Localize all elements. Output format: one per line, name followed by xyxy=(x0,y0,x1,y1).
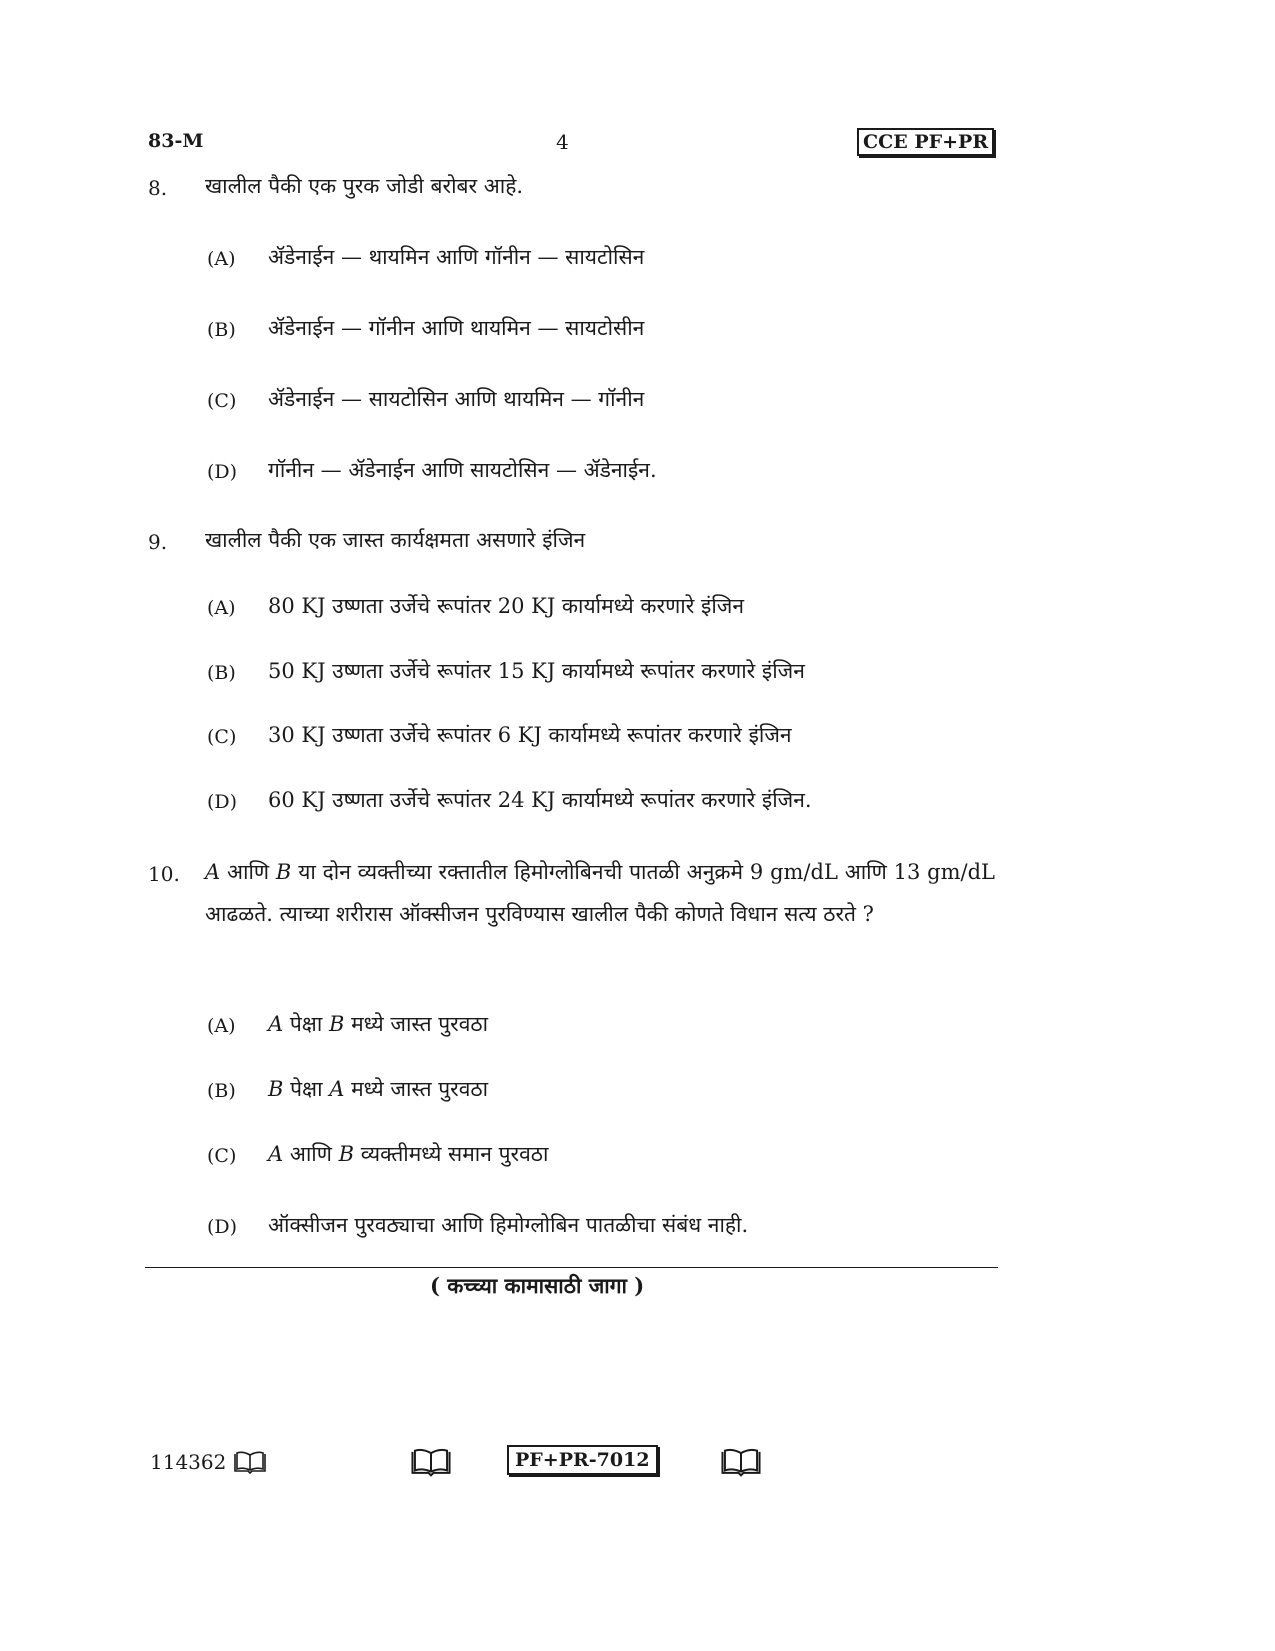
q10-option-a-var2: B xyxy=(328,1012,345,1036)
q10-option-d-text: ऑक्सीजन पुरवठ्याचा आणि हिमोग्लोबिन पातळीचा संबंध नाही. xyxy=(268,1213,749,1237)
q9-option-d-label: (D) xyxy=(207,791,238,813)
q10-option-c-label: (C) xyxy=(207,1145,237,1167)
question-10-number: 10. xyxy=(148,862,180,886)
q8-option-a-text: ॲडेनाईन — थायमिन आणि गॉनीन — सायटोसिन xyxy=(268,245,645,269)
q10-option-b-label: (B) xyxy=(207,1080,236,1102)
rough-work-label: ( कच्च्या कामासाठी जागा ) xyxy=(430,1273,645,1298)
section-divider xyxy=(145,1267,998,1268)
q8-option-b-text: ॲडेनाईन — गॉनीन आणि थायमिन — सायटोसीन xyxy=(268,316,645,340)
q10-option-b-var2: A xyxy=(329,1077,345,1101)
paper-code-badge: CCE PF+PR xyxy=(857,128,994,156)
question-10-text xyxy=(205,851,995,935)
q9-option-c-text: 30 KJ उष्णता उर्जेचे रूपांतर 6 KJ कार्यामध्ये रूपांतर करणारे इंजिन xyxy=(268,723,792,747)
q10-option-c-var1: A xyxy=(268,1142,284,1166)
question-9-number: 9. xyxy=(148,530,168,554)
q10-option-b-end: मध्ये जास्त पुरवठा xyxy=(344,1077,489,1101)
footer-paper-code-badge: PF+PR-7012 xyxy=(507,1445,658,1475)
q8-option-d-label: (D) xyxy=(207,461,238,483)
q10-option-a-mid: पेक्षा xyxy=(283,1012,329,1036)
question-8-number: 8. xyxy=(148,176,168,200)
q10-option-d-label: (D) xyxy=(207,1216,238,1238)
book-icon xyxy=(233,1451,267,1475)
page-number: 4 xyxy=(556,130,569,154)
q8-option-a-label: (A) xyxy=(207,248,236,270)
footer-serial-number: 114362 xyxy=(150,1450,227,1474)
variable-b: B xyxy=(275,860,292,884)
q8-option-d-text: गॉनीन — ॲडेनाईन आणि सायटोसिन — ॲडेनाईन. xyxy=(268,458,657,482)
q10-option-c-text xyxy=(268,1140,548,1168)
q10-option-c-mid: आणि xyxy=(283,1142,339,1166)
q10-option-c-var2: B xyxy=(338,1142,355,1166)
q9-option-a-text: 80 KJ उष्णता उर्जेचे रूपांतर 20 KJ कार्यामध्ये करणारे इंजिन xyxy=(268,594,744,618)
q9-option-d-text: 60 KJ उष्णता उर्जेचे रूपांतर 24 KJ कार्यामध्ये रूपांतर करणारे इंजिन. xyxy=(268,788,812,812)
q8-option-b-label: (B) xyxy=(207,319,236,341)
question-8-text: खालील पैकी एक पुरक जोडी बरोबर आहे. xyxy=(205,174,524,198)
question-9-text: खालील पैकी एक जास्त कार्यक्षमता असणारे इंजिन xyxy=(205,528,586,552)
q9-option-b-text: 50 KJ उष्णता उर्जेचे रूपांतर 15 KJ कार्यामध्ये रूपांतर करणारे इंजिन xyxy=(268,659,805,683)
q9-option-a-label: (A) xyxy=(207,597,236,619)
q8-option-c-text: ॲडेनाईन — सायटोसिन आणि थायमिन — गॉनीन xyxy=(268,387,645,411)
variable-a: A xyxy=(205,860,221,884)
book-icon xyxy=(410,1448,452,1478)
q10-text-part-2: या दोन व्यक्तीच्या रक्तातील हिमोग्लोबिनची पातळी अनुक्रमे 9 gm/dL आणि 13 gm/dL आढळते. त्याच्या शरीरास ऑक्सीजन पुरविण्यास खालील पैकी कोणते विधान सत्य ठरते ? xyxy=(205,860,995,926)
q10-option-a-var1: A xyxy=(268,1012,284,1036)
q10-option-c-end: व्यक्तीमध्ये समान पुरवठा xyxy=(354,1142,549,1166)
q10-option-a-end: मध्ये जास्त पुरवठा xyxy=(344,1012,489,1036)
q10-text-part-1: आणि xyxy=(220,860,276,884)
exam-code: 83-M xyxy=(148,130,204,152)
q10-option-b-text xyxy=(268,1075,488,1103)
q8-option-c-label: (C) xyxy=(207,390,237,412)
q9-option-c-label: (C) xyxy=(207,726,237,748)
q10-option-b-mid: पेक्षा xyxy=(283,1077,330,1101)
q9-option-b-label: (B) xyxy=(207,662,236,684)
q10-option-b-var1: B xyxy=(268,1077,284,1101)
q10-option-a-text xyxy=(268,1010,488,1038)
q10-option-a-label: (A) xyxy=(207,1015,236,1037)
book-icon xyxy=(720,1448,762,1478)
